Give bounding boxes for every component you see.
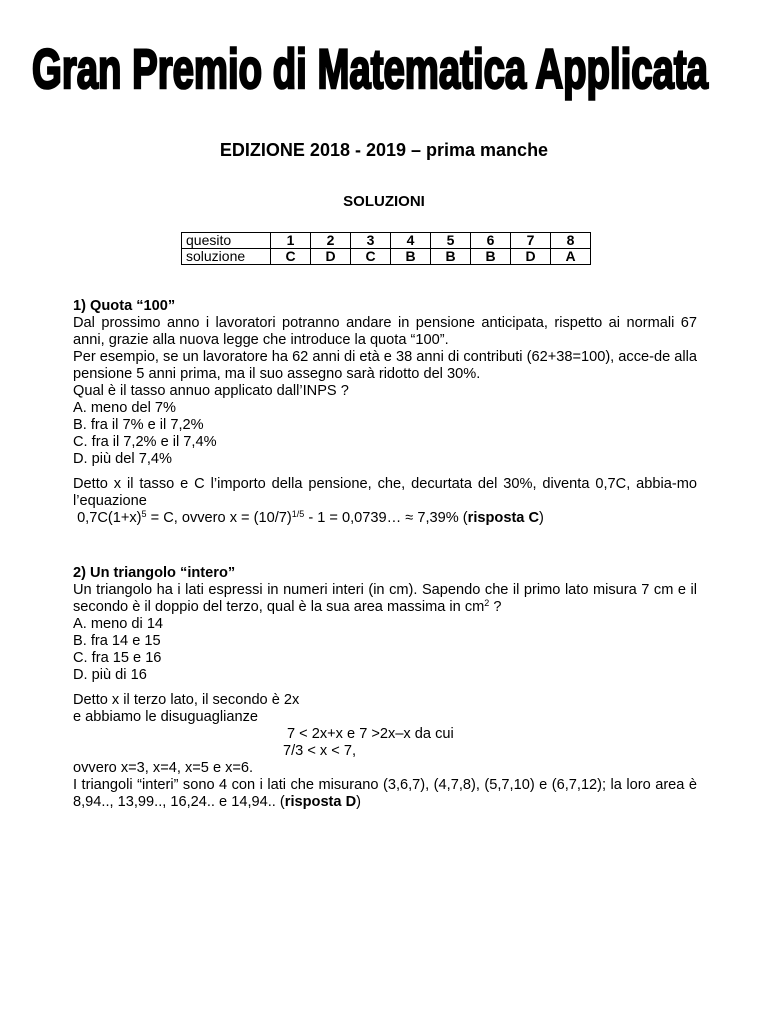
edition-heading: EDIZIONE 2018 - 2019 – prima manche bbox=[219, 140, 549, 160]
table-cell: 1 bbox=[271, 233, 311, 249]
question-1-paragraph: Per esempio, se un lavoratore ha 62 anni di età e 38 anni di contributi (62+38=100), acce-de alla pensione 5 anni prima, ma il suo assegno sarà ridotto del 30%. bbox=[73, 349, 697, 382]
solution-2-conclusion bbox=[73, 777, 697, 811]
answers-table bbox=[181, 232, 591, 265]
solution-1-equation bbox=[73, 510, 697, 527]
equation-part: = C, ovvero x = (10/7) bbox=[146, 510, 292, 526]
equation-exponent: 1/5 bbox=[291, 509, 305, 519]
table-cell: D bbox=[511, 249, 551, 265]
question-2-text: Un triangolo ha i lati espressi in numeri interi (in cm). Sapendo che il primo lato misura 7 cm e il secondo è il doppio del terzo, qual è la sua area massima in cm bbox=[73, 582, 697, 615]
question-2-section bbox=[73, 565, 697, 811]
table-cell: 4 bbox=[391, 233, 431, 249]
table-row bbox=[182, 249, 591, 265]
table-cell: 5 bbox=[431, 233, 471, 249]
table-cell: B bbox=[431, 249, 471, 265]
option-c: C. fra il 7,2% e il 7,4% bbox=[73, 434, 217, 450]
table-cell: D bbox=[311, 249, 351, 265]
table-cell: B bbox=[391, 249, 431, 265]
question-2-title: 2) Un triangolo “intero” bbox=[73, 565, 236, 581]
option-d: D. più del 7,4% bbox=[73, 451, 172, 467]
solution-2-text: ) bbox=[356, 794, 362, 810]
question-1-paragraph: Dal prossimo anno i lavoratori potranno andare in pensione anticipata, rispetto ai normali 67 anni, grazie alla nuova legge che introduce la quota “100”. bbox=[73, 315, 697, 348]
solutions-heading: SOLUZIONI bbox=[343, 193, 425, 210]
unit-exponent: 2 bbox=[484, 598, 490, 608]
equation-exponent: 5 bbox=[141, 509, 147, 519]
table-row bbox=[182, 233, 591, 249]
question-1-title: 1) Quota “100” bbox=[73, 298, 176, 314]
table-cell: 8 bbox=[551, 233, 591, 249]
table-cell: 7 bbox=[511, 233, 551, 249]
solution-2-text: I triangoli “interi” sono 4 con i lati che misurano (3,6,7), (4,7,8), (5,7,10) e (6,7,12); la loro area è 8,94.., 13,99.., 16,24.. e 14,94.. ( bbox=[73, 777, 697, 810]
answer-label: risposta C bbox=[467, 510, 540, 526]
banner-text: Gran Premio di Matematica Applicata bbox=[32, 37, 709, 100]
option-a: A. meno del 7% bbox=[73, 400, 177, 416]
option-b: B. fra 14 e 15 bbox=[73, 633, 161, 649]
solution-2-line: ovvero x=3, x=4, x=5 e x=6. bbox=[73, 760, 254, 776]
table-cell: C bbox=[351, 249, 391, 265]
solution-2-line: e abbiamo le disuguaglianze bbox=[73, 709, 258, 725]
question-2-paragraph bbox=[73, 582, 697, 616]
solution-2-line: Detto x il terzo lato, il secondo è 2x bbox=[73, 692, 300, 708]
answer-label: risposta D bbox=[284, 794, 357, 810]
inequality-line: 7/3 < x < 7, bbox=[283, 743, 357, 759]
option-c: C. fra 15 e 16 bbox=[73, 650, 162, 666]
table-row-label: soluzione bbox=[182, 249, 271, 265]
table-cell: 2 bbox=[311, 233, 351, 249]
equation-part: ) bbox=[539, 510, 544, 526]
inequality-line: 7 < 2x+x e 7 >2x–x da cui bbox=[287, 726, 454, 742]
option-a: A. meno di 14 bbox=[73, 616, 164, 632]
table-row-label: quesito bbox=[182, 233, 271, 249]
equation-part: 0,7C(1+x) bbox=[77, 510, 142, 526]
question-1-question: Qual è il tasso annuo applicato dall’INPS ? bbox=[73, 383, 349, 399]
table-cell: C bbox=[271, 249, 311, 265]
option-b: B. fra il 7% e il 7,2% bbox=[73, 417, 204, 433]
question-2-text: ? bbox=[489, 599, 502, 615]
table-cell: B bbox=[471, 249, 511, 265]
table-cell: A bbox=[551, 249, 591, 265]
solution-1-text: Detto x il tasso e C l’importo della pensione, che, decurtata del 30%, diventa 0,7C, abbia-mo l’equazione bbox=[73, 476, 697, 509]
table-cell: 6 bbox=[471, 233, 511, 249]
banner-title bbox=[30, 30, 710, 110]
table-cell: 3 bbox=[351, 233, 391, 249]
option-d: D. più di 16 bbox=[73, 667, 147, 683]
equation-part: - 1 = 0,0739… ≈ 7,39% ( bbox=[304, 510, 468, 526]
question-1-section bbox=[73, 298, 697, 527]
